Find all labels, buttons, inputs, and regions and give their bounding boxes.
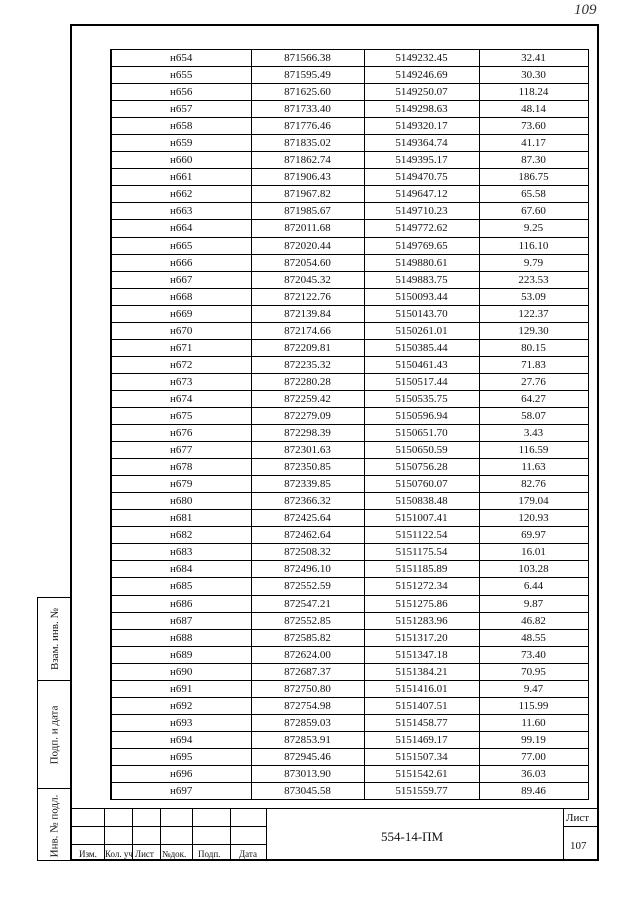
cell-point-id: н670 bbox=[111, 322, 251, 339]
cell-coord-y: 5150760.07 bbox=[364, 476, 479, 493]
table-row bbox=[111, 254, 588, 271]
cell-segment-length: 11.60 bbox=[479, 714, 588, 731]
cell-coord-x: 872279.09 bbox=[251, 407, 364, 424]
side-stamp bbox=[37, 597, 70, 861]
cell-point-id: н656 bbox=[111, 84, 251, 101]
cell-coord-y: 5150650.59 bbox=[364, 442, 479, 459]
cell-coord-x: 872350.85 bbox=[251, 459, 364, 476]
cell-segment-length: 65.58 bbox=[479, 186, 588, 203]
cell-coord-x: 872139.84 bbox=[251, 305, 364, 322]
cell-segment-length: 73.60 bbox=[479, 118, 588, 135]
cell-segment-length: 69.97 bbox=[479, 527, 588, 544]
table-row bbox=[111, 697, 588, 714]
cell-coord-y: 5151469.17 bbox=[364, 731, 479, 748]
cell-coord-y: 5149883.75 bbox=[364, 271, 479, 288]
cell-segment-length: 73.40 bbox=[479, 646, 588, 663]
cell-segment-length: 122.37 bbox=[479, 305, 588, 322]
cell-coord-y: 5150651.70 bbox=[364, 425, 479, 442]
cell-segment-length: 89.46 bbox=[479, 783, 588, 800]
cell-segment-length: 16.01 bbox=[479, 544, 588, 561]
cell-coord-x: 871733.40 bbox=[251, 101, 364, 118]
table-row bbox=[111, 186, 588, 203]
table-row bbox=[111, 322, 588, 339]
cell-coord-y: 5149470.75 bbox=[364, 169, 479, 186]
cell-segment-length: 41.17 bbox=[479, 135, 588, 152]
table-row bbox=[111, 476, 588, 493]
table-row bbox=[111, 544, 588, 561]
table-row bbox=[111, 493, 588, 510]
cell-point-id: н679 bbox=[111, 476, 251, 493]
cell-coord-y: 5151283.96 bbox=[364, 612, 479, 629]
cell-coord-y: 5150838.48 bbox=[364, 493, 479, 510]
cell-coord-y: 5151559.77 bbox=[364, 783, 479, 800]
cell-coord-x: 872945.46 bbox=[251, 748, 364, 765]
cell-segment-length: 64.27 bbox=[479, 390, 588, 407]
cell-coord-x: 872552.85 bbox=[251, 612, 364, 629]
table-row bbox=[111, 578, 588, 595]
cell-coord-x: 872301.63 bbox=[251, 442, 364, 459]
table-row bbox=[111, 407, 588, 424]
cell-point-id: н675 bbox=[111, 407, 251, 424]
cell-point-id: н691 bbox=[111, 680, 251, 697]
cell-point-id: н678 bbox=[111, 459, 251, 476]
cell-coord-x: 871776.46 bbox=[251, 118, 364, 135]
coordinates-table-body bbox=[111, 50, 588, 800]
cell-point-id: н673 bbox=[111, 373, 251, 390]
cell-segment-length: 70.95 bbox=[479, 663, 588, 680]
cell-coord-y: 5150385.44 bbox=[364, 339, 479, 356]
table-row bbox=[111, 67, 588, 84]
cell-coord-y: 5149772.62 bbox=[364, 220, 479, 237]
cell-coord-y: 5149364.74 bbox=[364, 135, 479, 152]
cell-point-id: н657 bbox=[111, 101, 251, 118]
table-row bbox=[111, 203, 588, 220]
cell-coord-y: 5150535.75 bbox=[364, 390, 479, 407]
table-row bbox=[111, 731, 588, 748]
cell-point-id: н663 bbox=[111, 203, 251, 220]
cell-coord-x: 872750.80 bbox=[251, 680, 364, 697]
cell-segment-length: 116.59 bbox=[479, 442, 588, 459]
title-block bbox=[70, 808, 599, 861]
cell-segment-length: 48.55 bbox=[479, 629, 588, 646]
cell-point-id: н692 bbox=[111, 697, 251, 714]
cell-coord-y: 5149710.23 bbox=[364, 203, 479, 220]
cell-segment-length: 118.24 bbox=[479, 84, 588, 101]
cell-point-id: н687 bbox=[111, 612, 251, 629]
table-row bbox=[111, 288, 588, 305]
cell-point-id: н669 bbox=[111, 305, 251, 322]
cell-point-id: н659 bbox=[111, 135, 251, 152]
cell-point-id: н685 bbox=[111, 578, 251, 595]
side-label-replacement-inv: Взам. инв. № bbox=[48, 608, 61, 670]
cell-point-id: н672 bbox=[111, 356, 251, 373]
cell-segment-length: 27.76 bbox=[479, 373, 588, 390]
table-row bbox=[111, 765, 588, 782]
cell-coord-y: 5151275.86 bbox=[364, 595, 479, 612]
cell-coord-x: 872259.42 bbox=[251, 390, 364, 407]
cell-segment-length: 71.83 bbox=[479, 356, 588, 373]
sheet-label: Лист bbox=[566, 812, 590, 824]
cell-coord-x: 872298.39 bbox=[251, 425, 364, 442]
cell-segment-length: 58.07 bbox=[479, 407, 588, 424]
handwritten-page-number: 109 bbox=[574, 2, 597, 18]
table-row bbox=[111, 101, 588, 118]
cell-coord-x: 871985.67 bbox=[251, 203, 364, 220]
cell-point-id: н696 bbox=[111, 765, 251, 782]
cell-segment-length: 186.75 bbox=[479, 169, 588, 186]
cell-coord-y: 5149647.12 bbox=[364, 186, 479, 203]
table-row bbox=[111, 663, 588, 680]
table-row bbox=[111, 442, 588, 459]
cell-segment-length: 87.30 bbox=[479, 152, 588, 169]
table-row bbox=[111, 646, 588, 663]
cell-coord-y: 5151416.01 bbox=[364, 680, 479, 697]
table-row bbox=[111, 714, 588, 731]
cell-point-id: н686 bbox=[111, 595, 251, 612]
cell-coord-y: 5149395.17 bbox=[364, 152, 479, 169]
cell-coord-x: 872209.81 bbox=[251, 339, 364, 356]
table-row bbox=[111, 425, 588, 442]
cell-segment-length: 11.63 bbox=[479, 459, 588, 476]
cell-coord-y: 5151542.61 bbox=[364, 765, 479, 782]
cell-segment-length: 82.76 bbox=[479, 476, 588, 493]
cell-coord-y: 5149880.61 bbox=[364, 254, 479, 271]
table-row bbox=[111, 595, 588, 612]
cell-coord-x: 872366.32 bbox=[251, 493, 364, 510]
cell-segment-length: 30.30 bbox=[479, 67, 588, 84]
cell-coord-x: 871862.74 bbox=[251, 152, 364, 169]
cell-point-id: н681 bbox=[111, 510, 251, 527]
table-row bbox=[111, 459, 588, 476]
cell-coord-x: 872754.98 bbox=[251, 697, 364, 714]
cell-coord-x: 872054.60 bbox=[251, 254, 364, 271]
cell-point-id: н697 bbox=[111, 783, 251, 800]
cell-point-id: н695 bbox=[111, 748, 251, 765]
cell-coord-y: 5151272.34 bbox=[364, 578, 479, 595]
cell-segment-length: 179.04 bbox=[479, 493, 588, 510]
cell-point-id: н690 bbox=[111, 663, 251, 680]
cell-segment-length: 9.25 bbox=[479, 220, 588, 237]
cell-coord-y: 5149232.45 bbox=[364, 50, 479, 67]
cell-segment-length: 129.30 bbox=[479, 322, 588, 339]
cell-coord-x: 872462.64 bbox=[251, 527, 364, 544]
cell-coord-x: 871595.49 bbox=[251, 67, 364, 84]
cell-coord-y: 5150596.94 bbox=[364, 407, 479, 424]
cell-coord-x: 873013.90 bbox=[251, 765, 364, 782]
table-row bbox=[111, 118, 588, 135]
cell-coord-x: 872339.85 bbox=[251, 476, 364, 493]
table-row bbox=[111, 50, 588, 67]
cell-coord-x: 871566.38 bbox=[251, 50, 364, 67]
stamp-col-change: Изм. bbox=[79, 849, 97, 859]
cell-coord-x: 872174.66 bbox=[251, 322, 364, 339]
document-code: 554-14-ПМ bbox=[381, 829, 444, 844]
cell-coord-y: 5150093.44 bbox=[364, 288, 479, 305]
cell-coord-x: 871967.82 bbox=[251, 186, 364, 203]
cell-coord-x: 872687.37 bbox=[251, 663, 364, 680]
cell-coord-y: 5151507.34 bbox=[364, 748, 479, 765]
table-row bbox=[111, 629, 588, 646]
cell-point-id: н680 bbox=[111, 493, 251, 510]
cell-segment-length: 3.43 bbox=[479, 425, 588, 442]
cell-segment-length: 9.87 bbox=[479, 595, 588, 612]
cell-segment-length: 99.19 bbox=[479, 731, 588, 748]
cell-point-id: н654 bbox=[111, 50, 251, 67]
cell-coord-y: 5151317.20 bbox=[364, 629, 479, 646]
table-row bbox=[111, 510, 588, 527]
table-row bbox=[111, 84, 588, 101]
cell-coord-x: 872859.03 bbox=[251, 714, 364, 731]
cell-coord-x: 872122.76 bbox=[251, 288, 364, 305]
table-row bbox=[111, 680, 588, 697]
cell-segment-length: 36.03 bbox=[479, 765, 588, 782]
sheet-number: 107 bbox=[570, 840, 587, 852]
cell-segment-length: 48.14 bbox=[479, 101, 588, 118]
cell-segment-length: 77.00 bbox=[479, 748, 588, 765]
cell-coord-x: 872552.59 bbox=[251, 578, 364, 595]
table-row bbox=[111, 152, 588, 169]
cell-coord-y: 5149250.07 bbox=[364, 84, 479, 101]
side-label-signature-date: Подп. и дата bbox=[48, 705, 61, 764]
cell-point-id: н689 bbox=[111, 646, 251, 663]
table-row bbox=[111, 305, 588, 322]
cell-segment-length: 115.99 bbox=[479, 697, 588, 714]
table-row bbox=[111, 390, 588, 407]
table-row bbox=[111, 561, 588, 578]
cell-coord-x: 872235.32 bbox=[251, 356, 364, 373]
cell-segment-length: 116.10 bbox=[479, 237, 588, 254]
cell-coord-y: 5150756.28 bbox=[364, 459, 479, 476]
stamp-col-sheet: Лист bbox=[135, 849, 154, 859]
cell-point-id: н683 bbox=[111, 544, 251, 561]
cell-segment-length: 32.41 bbox=[479, 50, 588, 67]
cell-coord-y: 5149320.17 bbox=[364, 118, 479, 135]
cell-segment-length: 9.47 bbox=[479, 680, 588, 697]
cell-coord-y: 5150461.43 bbox=[364, 356, 479, 373]
cell-segment-length: 103.28 bbox=[479, 561, 588, 578]
cell-segment-length: 9.79 bbox=[479, 254, 588, 271]
cell-coord-x: 872425.64 bbox=[251, 510, 364, 527]
cell-segment-length: 67.60 bbox=[479, 203, 588, 220]
cell-point-id: н665 bbox=[111, 237, 251, 254]
cell-point-id: н671 bbox=[111, 339, 251, 356]
table-row bbox=[111, 271, 588, 288]
cell-coord-x: 871625.60 bbox=[251, 84, 364, 101]
cell-point-id: н666 bbox=[111, 254, 251, 271]
cell-segment-length: 53.09 bbox=[479, 288, 588, 305]
cell-point-id: н694 bbox=[111, 731, 251, 748]
cell-point-id: н688 bbox=[111, 629, 251, 646]
cell-segment-length: 46.82 bbox=[479, 612, 588, 629]
cell-point-id: н667 bbox=[111, 271, 251, 288]
cell-coord-y: 5151458.77 bbox=[364, 714, 479, 731]
cell-coord-x: 872045.32 bbox=[251, 271, 364, 288]
stamp-col-count: Кол. уч bbox=[105, 849, 133, 859]
table-row bbox=[111, 783, 588, 800]
cell-point-id: н693 bbox=[111, 714, 251, 731]
table-row bbox=[111, 527, 588, 544]
cell-point-id: н662 bbox=[111, 186, 251, 203]
cell-coord-y: 5150261.01 bbox=[364, 322, 479, 339]
cell-segment-length: 80.15 bbox=[479, 339, 588, 356]
stamp-col-date: Дата bbox=[239, 849, 257, 859]
cell-coord-x: 872547.21 bbox=[251, 595, 364, 612]
cell-coord-y: 5149246.69 bbox=[364, 67, 479, 84]
cell-segment-length: 6.44 bbox=[479, 578, 588, 595]
cell-coord-y: 5151175.54 bbox=[364, 544, 479, 561]
cell-point-id: н668 bbox=[111, 288, 251, 305]
cell-coord-x: 872496.10 bbox=[251, 561, 364, 578]
table-row bbox=[111, 373, 588, 390]
cell-coord-y: 5150143.70 bbox=[364, 305, 479, 322]
cell-point-id: н684 bbox=[111, 561, 251, 578]
cell-segment-length: 120.93 bbox=[479, 510, 588, 527]
cell-coord-x: 872624.00 bbox=[251, 646, 364, 663]
table-row bbox=[111, 356, 588, 373]
cell-coord-x: 872011.68 bbox=[251, 220, 364, 237]
cell-coord-x: 872853.91 bbox=[251, 731, 364, 748]
table-row bbox=[111, 220, 588, 237]
table-row bbox=[111, 339, 588, 356]
stamp-col-signature: Подп. bbox=[198, 849, 221, 859]
cell-point-id: н661 bbox=[111, 169, 251, 186]
cell-coord-y: 5151347.18 bbox=[364, 646, 479, 663]
table-row bbox=[111, 169, 588, 186]
cell-coord-y: 5151007.41 bbox=[364, 510, 479, 527]
cell-point-id: н677 bbox=[111, 442, 251, 459]
cell-coord-y: 5150517.44 bbox=[364, 373, 479, 390]
table-row bbox=[111, 135, 588, 152]
cell-coord-x: 871835.02 bbox=[251, 135, 364, 152]
cell-point-id: н655 bbox=[111, 67, 251, 84]
cell-coord-x: 872280.28 bbox=[251, 373, 364, 390]
coordinates-table bbox=[110, 49, 589, 800]
table-row bbox=[111, 237, 588, 254]
cell-point-id: н658 bbox=[111, 118, 251, 135]
cell-coord-y: 5151384.21 bbox=[364, 663, 479, 680]
side-label-original-inv: Инв. № подл. bbox=[48, 794, 61, 857]
cell-point-id: н660 bbox=[111, 152, 251, 169]
cell-coord-x: 872508.32 bbox=[251, 544, 364, 561]
cell-coord-x: 871906.43 bbox=[251, 169, 364, 186]
cell-coord-y: 5149298.63 bbox=[364, 101, 479, 118]
cell-coord-x: 872585.82 bbox=[251, 629, 364, 646]
cell-coord-x: 873045.58 bbox=[251, 783, 364, 800]
cell-segment-length: 223.53 bbox=[479, 271, 588, 288]
table-row bbox=[111, 748, 588, 765]
cell-point-id: н674 bbox=[111, 390, 251, 407]
cell-coord-y: 5149769.65 bbox=[364, 237, 479, 254]
table-row bbox=[111, 612, 588, 629]
cell-coord-y: 5151407.51 bbox=[364, 697, 479, 714]
cell-point-id: н664 bbox=[111, 220, 251, 237]
cell-coord-x: 872020.44 bbox=[251, 237, 364, 254]
cell-point-id: н676 bbox=[111, 425, 251, 442]
cell-point-id: н682 bbox=[111, 527, 251, 544]
cell-coord-y: 5151185.89 bbox=[364, 561, 479, 578]
stamp-col-doc-number: №док. bbox=[162, 849, 187, 859]
cell-coord-y: 5151122.54 bbox=[364, 527, 479, 544]
